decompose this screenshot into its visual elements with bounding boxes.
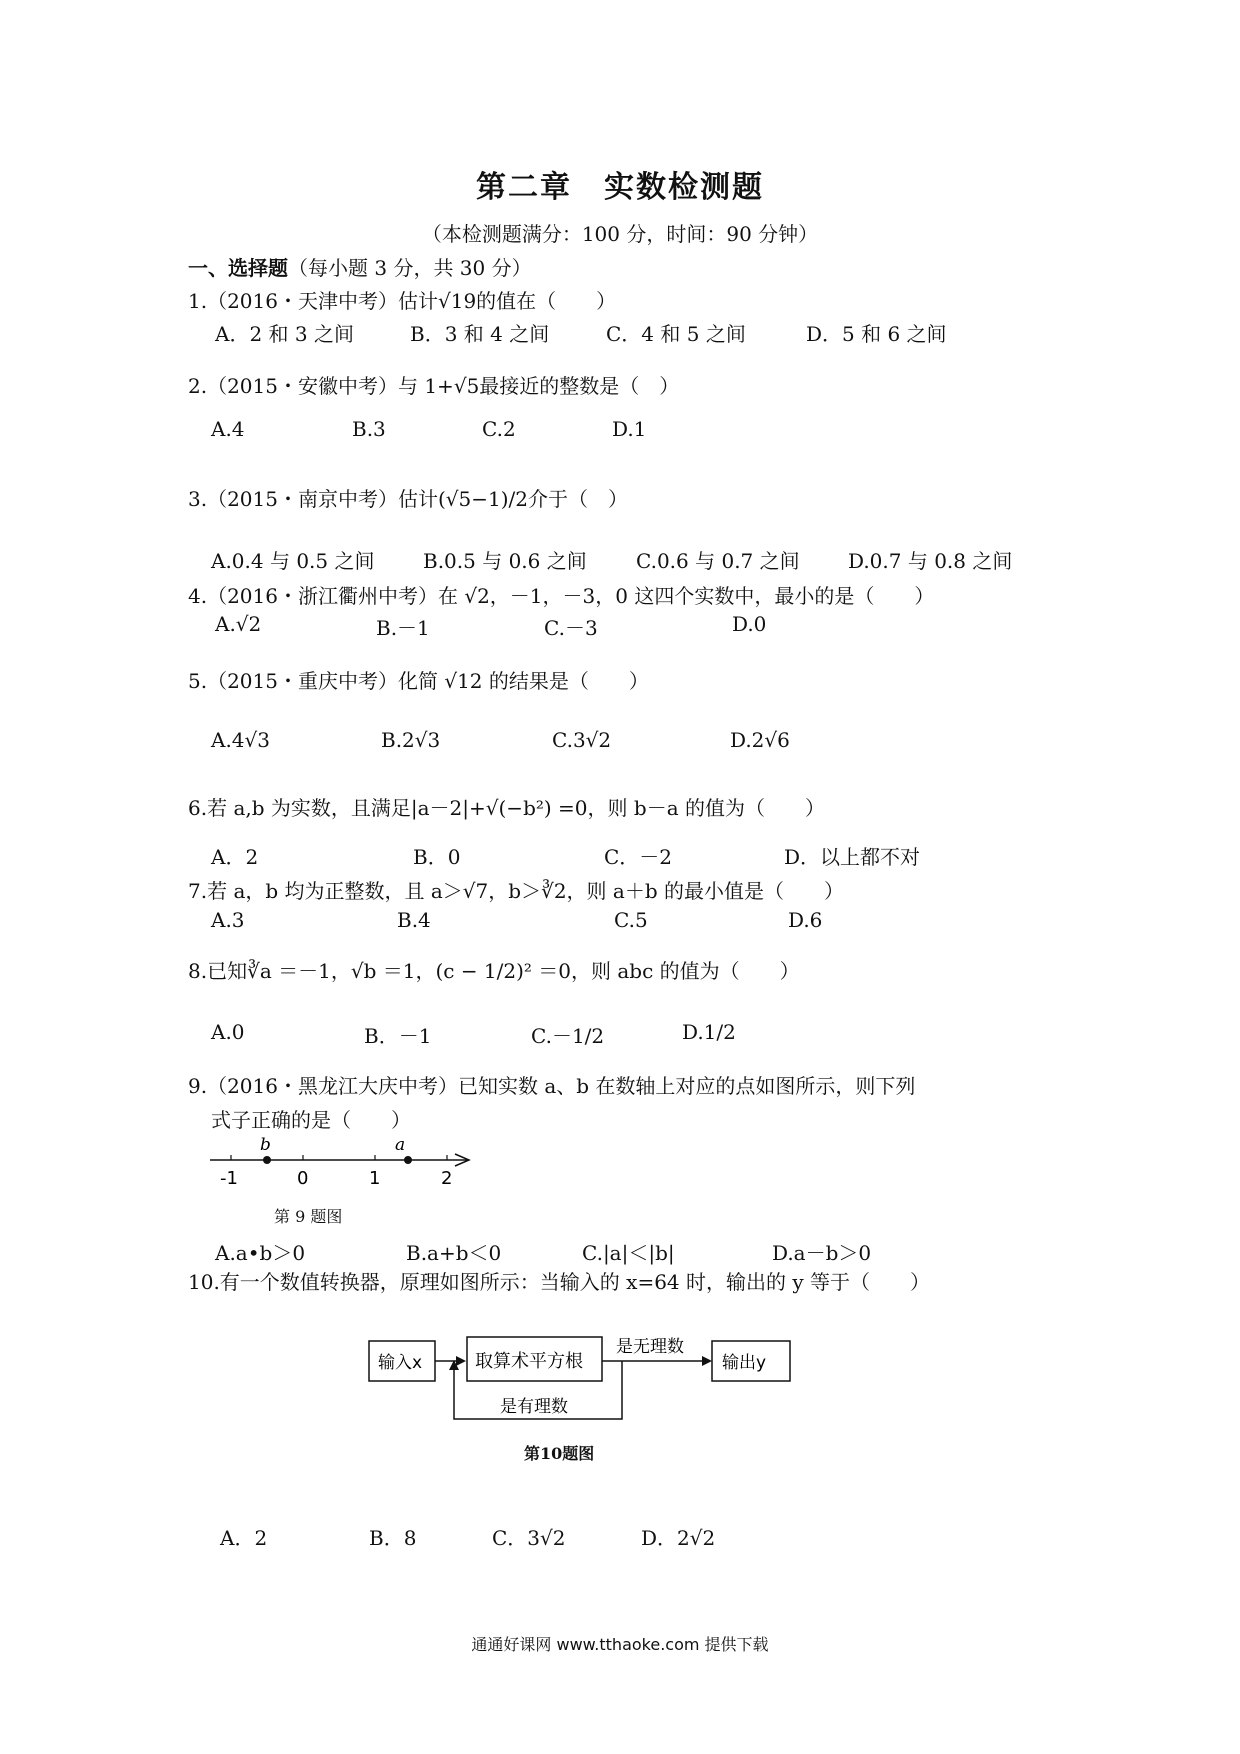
page-subtitle: （本检测题满分：100 分，时间：90 分钟）	[421, 222, 819, 246]
page-title: 第二章 实数检测题	[476, 170, 764, 205]
question-10-stem: 10.有一个数值转换器，原理如图所示：当输入的 x=64 时，输出的 y 等于（ ）	[188, 1270, 931, 1294]
q5-option-a: A.4√3	[211, 728, 270, 752]
rational-label: 是有理数	[500, 1397, 568, 1417]
q1-option-c: C．4 和 5 之间	[606, 322, 746, 346]
point-b	[263, 1156, 271, 1164]
q3-option-c: C.0.6 与 0.7 之间	[636, 549, 800, 573]
section-note: （每小题 3 分，共 30 分）	[288, 256, 532, 280]
q1-option-a: A．2 和 3 之间	[215, 322, 354, 346]
point-a	[404, 1156, 412, 1164]
q9-option-c: C.|a|＜|b|	[582, 1241, 675, 1265]
question-1-stem: 1.（2016・天津中考）估计√19的值在（ ）	[188, 289, 617, 313]
question-4-stem: 4.（2016・浙江衢州中考）在 √2，－1，－3，0 这四个实数中，最小的是（ ）	[188, 584, 935, 608]
input-box-label: 输入x	[378, 1353, 423, 1373]
q8-option-b: B．－1	[364, 1024, 432, 1048]
q4-option-a: A.√2	[215, 612, 262, 636]
question-5-stem: 5.（2015・重庆中考）化简 √12 的结果是（ ）	[188, 669, 649, 693]
q6-option-d: D．以上都不对	[784, 845, 921, 869]
q5-option-b: B.2√3	[381, 728, 441, 752]
q6-option-b: B．0	[413, 845, 461, 869]
tick-label-minus-1: -1	[220, 1168, 238, 1189]
q2-option-d: D.1	[612, 417, 647, 441]
q6-option-a: A．2	[211, 845, 259, 869]
point-b-label: b	[260, 1136, 271, 1155]
question-9-stem-line2: 式子正确的是（ ）	[211, 1108, 411, 1132]
question-9-stem: 9.（2016・黑龙江大庆中考）已知实数 a、b 在数轴上对应的点如图所示，则下列	[188, 1074, 916, 1098]
section-heading	[188, 252, 532, 281]
arrowhead-process-in	[456, 1356, 466, 1366]
irrational-label: 是无理数	[616, 1337, 684, 1357]
section-label: 选择题	[228, 256, 288, 280]
question-6-stem: 6.若 a,b 为实数，且满足|a－2|+√(−b²) =0，则 b－a 的值为（ ）	[188, 796, 825, 820]
q4-option-c: C.－3	[544, 616, 598, 640]
q2-option-c: C.2	[482, 417, 516, 441]
q8-option-d: D.1/2	[682, 1020, 736, 1044]
question-7-stem: 7.若 a，b 均为正整数，且 a＞√7，b＞∛2，则 a＋b 的最小值是（ ）	[188, 879, 844, 903]
figure-9-caption: 第 9 题图	[274, 1207, 343, 1226]
figure-10-caption: 第10题图	[524, 1444, 595, 1463]
q4-option-b: B.－1	[376, 616, 430, 640]
tick-label-0: 0	[297, 1168, 309, 1189]
q10-option-c: C．3√2	[492, 1526, 566, 1550]
section-prefix: 一、	[188, 256, 228, 280]
q5-option-c: C.3√2	[552, 728, 612, 752]
q8-option-c: C.－1/2	[531, 1024, 605, 1048]
q8-option-a: A.0	[211, 1020, 245, 1044]
q7-option-c: C.5	[614, 908, 648, 932]
q6-option-c: C．－2	[604, 845, 673, 869]
number-line-figure	[205, 1136, 475, 1196]
q9-option-a: A.a•b＞0	[215, 1241, 306, 1265]
q9-option-b: B.a+b＜0	[406, 1241, 502, 1265]
q3-option-d: D.0.7 与 0.8 之间	[848, 549, 1013, 573]
q7-option-d: D.6	[788, 908, 823, 932]
q2-option-a: A.4	[211, 417, 245, 441]
point-a-label: a	[395, 1136, 406, 1155]
q10-option-a: A．2	[220, 1526, 268, 1550]
q1-option-d: D．5 和 6 之间	[806, 322, 947, 346]
question-3-stem: 3.（2015・南京中考）估计(√5−1)/2介于（ ）	[188, 487, 628, 511]
q2-option-b: B.3	[352, 417, 386, 441]
tick-label-1: 1	[369, 1168, 381, 1189]
q1-option-b: B．3 和 4 之间	[410, 322, 550, 346]
arrowhead-output-in	[702, 1356, 712, 1366]
page-footer: 通通好课网 www.tthaoke.com 提供下载	[471, 1635, 769, 1654]
question-8-stem: 8.已知∛a ＝－1，√b ＝1，(c − 1/2)² ＝0，则 abc 的值为（ ）	[188, 959, 800, 983]
q3-option-a: A.0.4 与 0.5 之间	[211, 549, 375, 573]
q3-option-b: B.0.5 与 0.6 之间	[423, 549, 587, 573]
flowchart-figure	[360, 1330, 800, 1430]
q7-option-b: B.4	[397, 908, 431, 932]
output-box-label: 输出y	[722, 1353, 767, 1373]
question-2-stem: 2.（2015・安徽中考）与 1+√5最接近的整数是（ ）	[188, 374, 680, 398]
q4-option-d: D.0	[732, 612, 767, 636]
q10-option-b: B．8	[369, 1526, 417, 1550]
q5-option-d: D.2√6	[730, 728, 790, 752]
q7-option-a: A.3	[211, 908, 245, 932]
process-box-label: 取算术平方根	[475, 1351, 583, 1372]
tick-label-2: 2	[441, 1168, 453, 1189]
q9-option-d: D.a－b＞0	[772, 1241, 872, 1265]
q10-option-d: D．2√2	[641, 1526, 716, 1550]
